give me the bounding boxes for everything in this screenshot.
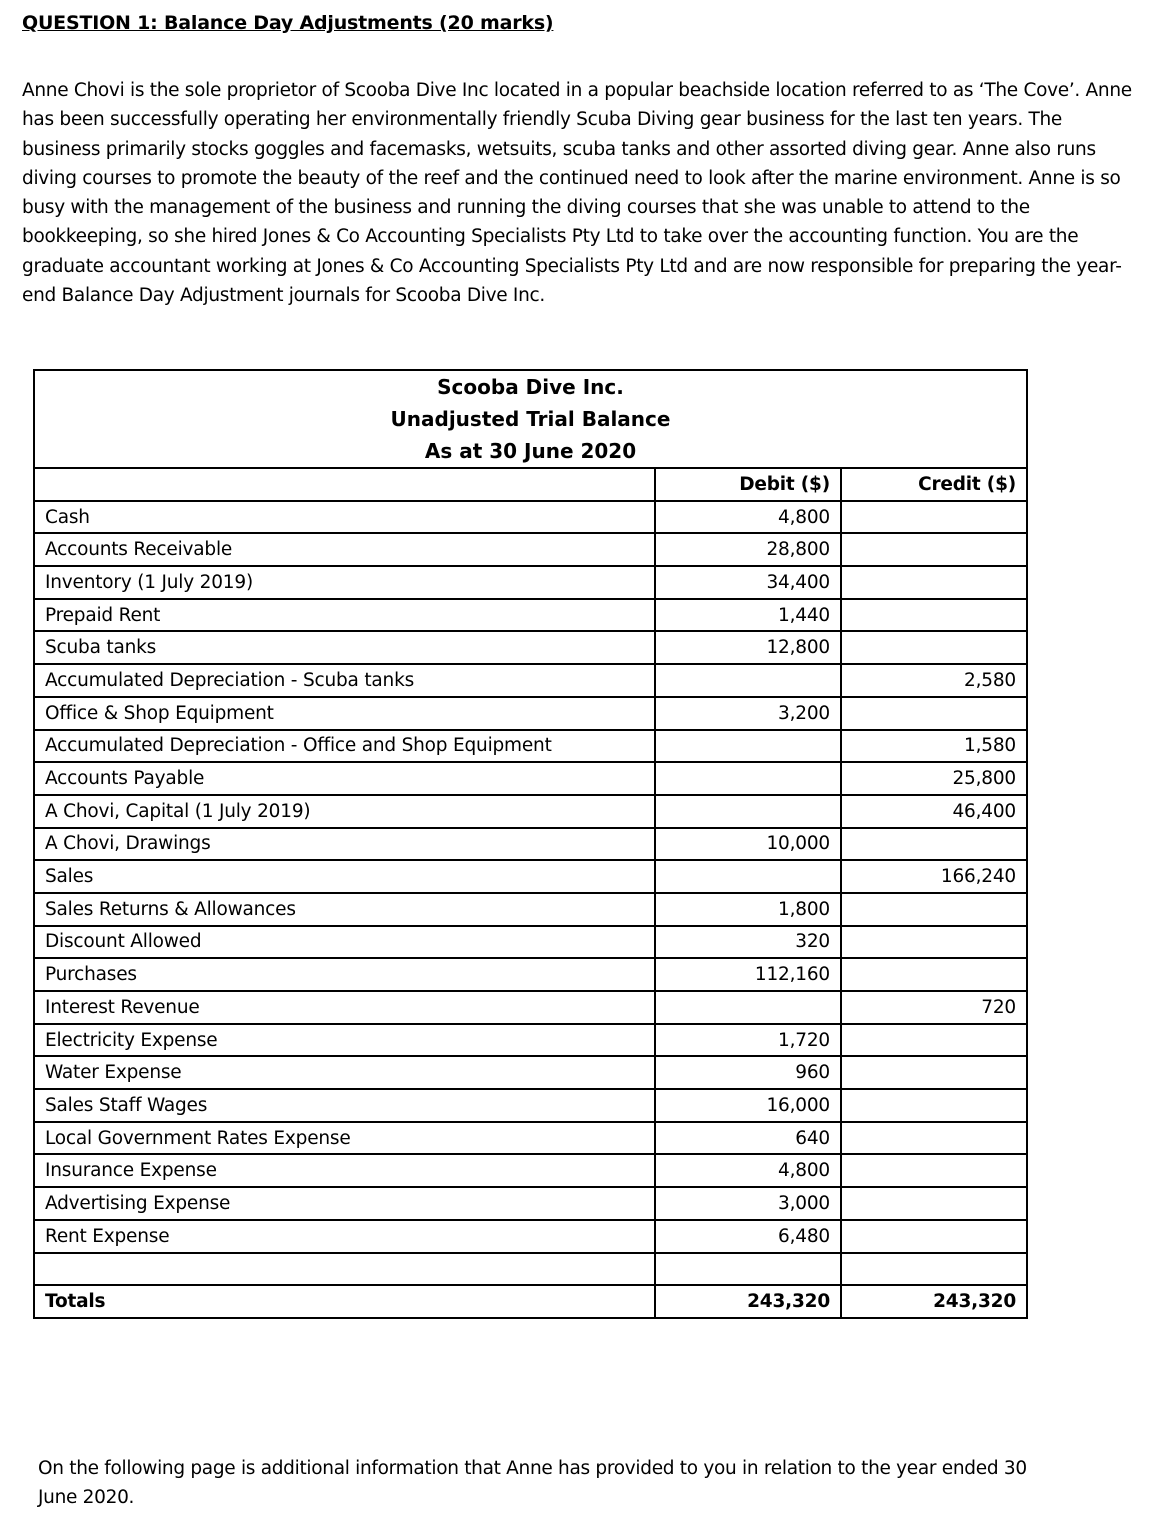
table-row bbox=[34, 1122, 1027, 1155]
account-name-cell: Local Government Rates Expense bbox=[34, 1122, 655, 1155]
table-row bbox=[34, 991, 1027, 1024]
account-name-cell: Cash bbox=[34, 501, 655, 534]
intro-paragraph: Anne Chovi is the sole proprietor of Scooba Dive Inc located in a popular beachside location referred to as ‘The Cove’. Anne has been successfully operating her environmentally friendly Scuba Diving gear business for the last ten years. The business primarily stocks goggles and facemasks, wetsuits, scuba tanks and other assorted diving gear. Anne also runs diving courses to promote the beauty of the reef and the continued need to look after the marine environment. Anne is so busy with the management of the business and running the diving courses that she was unable to attend to the bookkeeping, so she hired Jones & Co Accounting Specialists Pty Ltd to take over the accounting function. You are the graduate accountant working at Jones & Co Accounting Specialists Pty Ltd and are now responsible for preparing the year-end Balance Day Adjustment journals for Scooba Dive Inc. bbox=[22, 80, 1132, 307]
company-name: Scooba Dive Inc. bbox=[437, 375, 624, 399]
credit-cell bbox=[841, 1056, 1027, 1089]
account-name-cell: Water Expense bbox=[34, 1056, 655, 1089]
debit-cell: 28,800 bbox=[655, 533, 841, 566]
debit-header: Debit ($) bbox=[655, 468, 841, 501]
trial-balance-table bbox=[33, 369, 1028, 1319]
blank-cell bbox=[655, 1253, 841, 1286]
debit-cell bbox=[655, 730, 841, 763]
account-name-cell: Sales Returns & Allowances bbox=[34, 893, 655, 926]
table-row bbox=[34, 1220, 1027, 1253]
account-name-cell: Office & Shop Equipment bbox=[34, 697, 655, 730]
credit-header: Credit ($) bbox=[841, 468, 1027, 501]
debit-cell bbox=[655, 795, 841, 828]
debit-cell: 16,000 bbox=[655, 1089, 841, 1122]
credit-cell: 166,240 bbox=[841, 860, 1027, 893]
total-debit: 243,320 bbox=[655, 1285, 841, 1318]
totals-label: Totals bbox=[34, 1285, 655, 1318]
table-row bbox=[34, 860, 1027, 893]
credit-cell bbox=[841, 958, 1027, 991]
credit-cell bbox=[841, 1187, 1027, 1220]
account-name-cell: Discount Allowed bbox=[34, 926, 655, 959]
table-row bbox=[34, 1089, 1027, 1122]
account-name-cell: Accounts Payable bbox=[34, 762, 655, 795]
table-row bbox=[34, 926, 1027, 959]
table-row bbox=[34, 730, 1027, 763]
account-name-cell: Prepaid Rent bbox=[34, 599, 655, 632]
debit-cell: 1,720 bbox=[655, 1024, 841, 1057]
totals-row bbox=[34, 1285, 1027, 1318]
table-row bbox=[34, 566, 1027, 599]
account-name-cell: Advertising Expense bbox=[34, 1187, 655, 1220]
debit-cell bbox=[655, 664, 841, 697]
account-name-cell: A Chovi, Capital (1 July 2019) bbox=[34, 795, 655, 828]
statement-date: As at 30 June 2020 bbox=[424, 439, 637, 463]
credit-cell bbox=[841, 1089, 1027, 1122]
question-heading: QUESTION 1: Balance Day Adjustments (20 marks) bbox=[22, 12, 554, 34]
credit-cell bbox=[841, 631, 1027, 664]
account-name-cell: A Chovi, Drawings bbox=[34, 828, 655, 861]
credit-cell bbox=[841, 501, 1027, 534]
account-header-cell bbox=[34, 468, 655, 501]
debit-cell: 1,440 bbox=[655, 599, 841, 632]
statement-title: Unadjusted Trial Balance bbox=[390, 407, 671, 431]
debit-cell: 3,200 bbox=[655, 697, 841, 730]
table-row bbox=[34, 697, 1027, 730]
credit-cell bbox=[841, 1024, 1027, 1057]
debit-cell: 960 bbox=[655, 1056, 841, 1089]
debit-cell: 112,160 bbox=[655, 958, 841, 991]
account-name-cell: Accumulated Depreciation - Office and Shop Equipment bbox=[34, 730, 655, 763]
credit-cell bbox=[841, 533, 1027, 566]
table-row bbox=[34, 1187, 1027, 1220]
account-name-cell: Purchases bbox=[34, 958, 655, 991]
credit-cell: 46,400 bbox=[841, 795, 1027, 828]
table-row bbox=[34, 631, 1027, 664]
debit-cell: 3,000 bbox=[655, 1187, 841, 1220]
credit-cell bbox=[841, 1220, 1027, 1253]
credit-cell: 1,580 bbox=[841, 730, 1027, 763]
debit-cell: 34,400 bbox=[655, 566, 841, 599]
credit-cell bbox=[841, 566, 1027, 599]
blank-cell bbox=[841, 1253, 1027, 1286]
debit-cell: 320 bbox=[655, 926, 841, 959]
trial-balance-title-row bbox=[34, 370, 1027, 468]
trial-balance-title-block bbox=[34, 370, 1027, 468]
account-name-cell: Scuba tanks bbox=[34, 631, 655, 664]
table-row bbox=[34, 762, 1027, 795]
debit-cell: 4,800 bbox=[655, 1154, 841, 1187]
account-name-cell: Accumulated Depreciation - Scuba tanks bbox=[34, 664, 655, 697]
account-name-cell: Sales bbox=[34, 860, 655, 893]
table-row bbox=[34, 1154, 1027, 1187]
credit-cell: 720 bbox=[841, 991, 1027, 1024]
table-row bbox=[34, 533, 1027, 566]
account-name-cell: Inventory (1 July 2019) bbox=[34, 566, 655, 599]
credit-cell bbox=[841, 1122, 1027, 1155]
credit-cell bbox=[841, 1154, 1027, 1187]
account-name-cell: Electricity Expense bbox=[34, 1024, 655, 1057]
credit-cell: 2,580 bbox=[841, 664, 1027, 697]
credit-cell bbox=[841, 926, 1027, 959]
account-name-cell: Accounts Receivable bbox=[34, 533, 655, 566]
table-row bbox=[34, 599, 1027, 632]
table-row bbox=[34, 795, 1027, 828]
total-credit: 243,320 bbox=[841, 1285, 1027, 1318]
credit-cell bbox=[841, 828, 1027, 861]
debit-cell: 4,800 bbox=[655, 501, 841, 534]
account-name-cell: Rent Expense bbox=[34, 1220, 655, 1253]
account-name-cell: Interest Revenue bbox=[34, 991, 655, 1024]
table-row bbox=[34, 1024, 1027, 1057]
table-row bbox=[34, 958, 1027, 991]
table-row bbox=[34, 501, 1027, 534]
debit-cell bbox=[655, 762, 841, 795]
debit-cell: 12,800 bbox=[655, 631, 841, 664]
table-row bbox=[34, 1056, 1027, 1089]
footer-note: On the following page is additional information that Anne has provided to you in relation to the year ended 30 June 2020. bbox=[38, 1458, 1027, 1509]
credit-cell: 25,800 bbox=[841, 762, 1027, 795]
column-header-row bbox=[34, 468, 1027, 501]
debit-cell bbox=[655, 991, 841, 1024]
table-row bbox=[34, 893, 1027, 926]
credit-cell bbox=[841, 893, 1027, 926]
debit-cell: 6,480 bbox=[655, 1220, 841, 1253]
blank-row bbox=[34, 1253, 1027, 1286]
account-name-cell: Sales Staff Wages bbox=[34, 1089, 655, 1122]
debit-cell: 1,800 bbox=[655, 893, 841, 926]
debit-cell bbox=[655, 860, 841, 893]
account-name-cell: Insurance Expense bbox=[34, 1154, 655, 1187]
table-row bbox=[34, 828, 1027, 861]
blank-cell bbox=[34, 1253, 655, 1286]
debit-cell: 640 bbox=[655, 1122, 841, 1155]
table-row bbox=[34, 664, 1027, 697]
debit-cell: 10,000 bbox=[655, 828, 841, 861]
credit-cell bbox=[841, 697, 1027, 730]
credit-cell bbox=[841, 599, 1027, 632]
